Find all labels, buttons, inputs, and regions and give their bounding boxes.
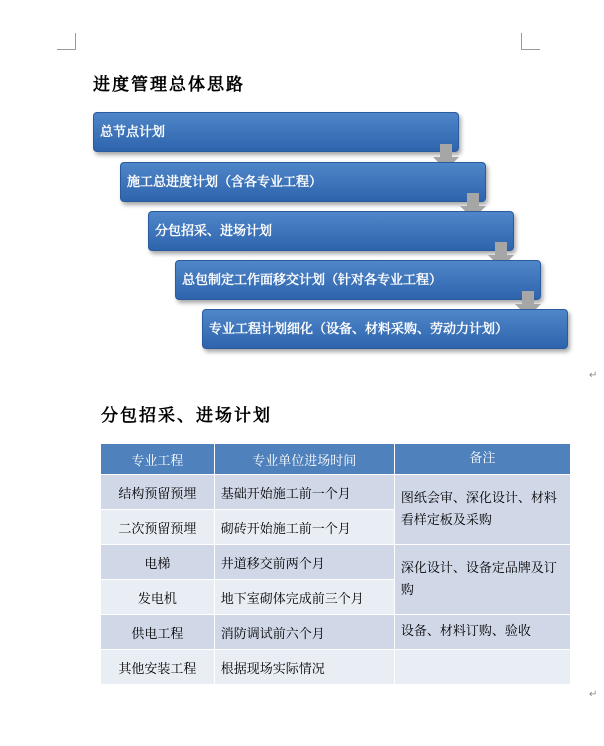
table-cell: 供电工程 (101, 615, 215, 650)
table-cell: 图纸会审、深化设计、材料看样定板及采购 (394, 475, 570, 545)
process-flow (0, 0, 604, 360)
column-header: 备注 (394, 444, 570, 475)
step-box-1: 总节点计划 (93, 112, 459, 152)
table-cell: 二次预留预埋 (101, 510, 215, 545)
table-cell: 电梯 (101, 545, 215, 580)
table-cell: 消防调试前六个月 (214, 615, 394, 650)
table-cell: 地下室砌体完成前三个月 (214, 580, 394, 615)
table-cell: 井道移交前两个月 (214, 545, 394, 580)
table-cell: 深化设计、设备定品牌及订购 (394, 545, 570, 615)
paragraph-mark: ↵ (589, 370, 598, 381)
table-row (101, 615, 571, 650)
table-cell: 砌砖开始施工前一个月 (214, 510, 394, 545)
table-cell: 其他安装工程 (101, 650, 215, 685)
step-box-2: 施工总进度计划（含各专业工程） (120, 162, 486, 202)
section-heading-subcontract: 分包招采、进场计划 (101, 406, 272, 426)
table-row (101, 650, 571, 685)
table-row (101, 475, 571, 510)
table-cell: 结构预留预埋 (101, 475, 215, 510)
table-row (101, 545, 571, 580)
step-box-3: 分包招采、进场计划 (148, 211, 514, 251)
paragraph-mark: ↵ (589, 689, 598, 700)
step-box-4: 总包制定工作面移交计划（针对各专业工程） (175, 260, 541, 300)
table-cell: 发电机 (101, 580, 215, 615)
table-cell: 根据现场实际情况 (214, 650, 394, 685)
section-heading-progress: 进度管理总体思路 (93, 75, 245, 95)
subcontract-schedule-table (100, 443, 571, 685)
step-box-5: 专业工程计划细化（设备、材料采购、劳动力计划） (202, 309, 568, 349)
column-header: 专业单位进场时间 (214, 444, 394, 475)
table-cell: 基础开始施工前一个月 (214, 475, 394, 510)
table-cell: 设备、材料订购、验收 (394, 615, 570, 650)
table-header-row (101, 444, 571, 475)
column-header: 专业工程 (101, 444, 215, 475)
table-cell (394, 650, 570, 685)
